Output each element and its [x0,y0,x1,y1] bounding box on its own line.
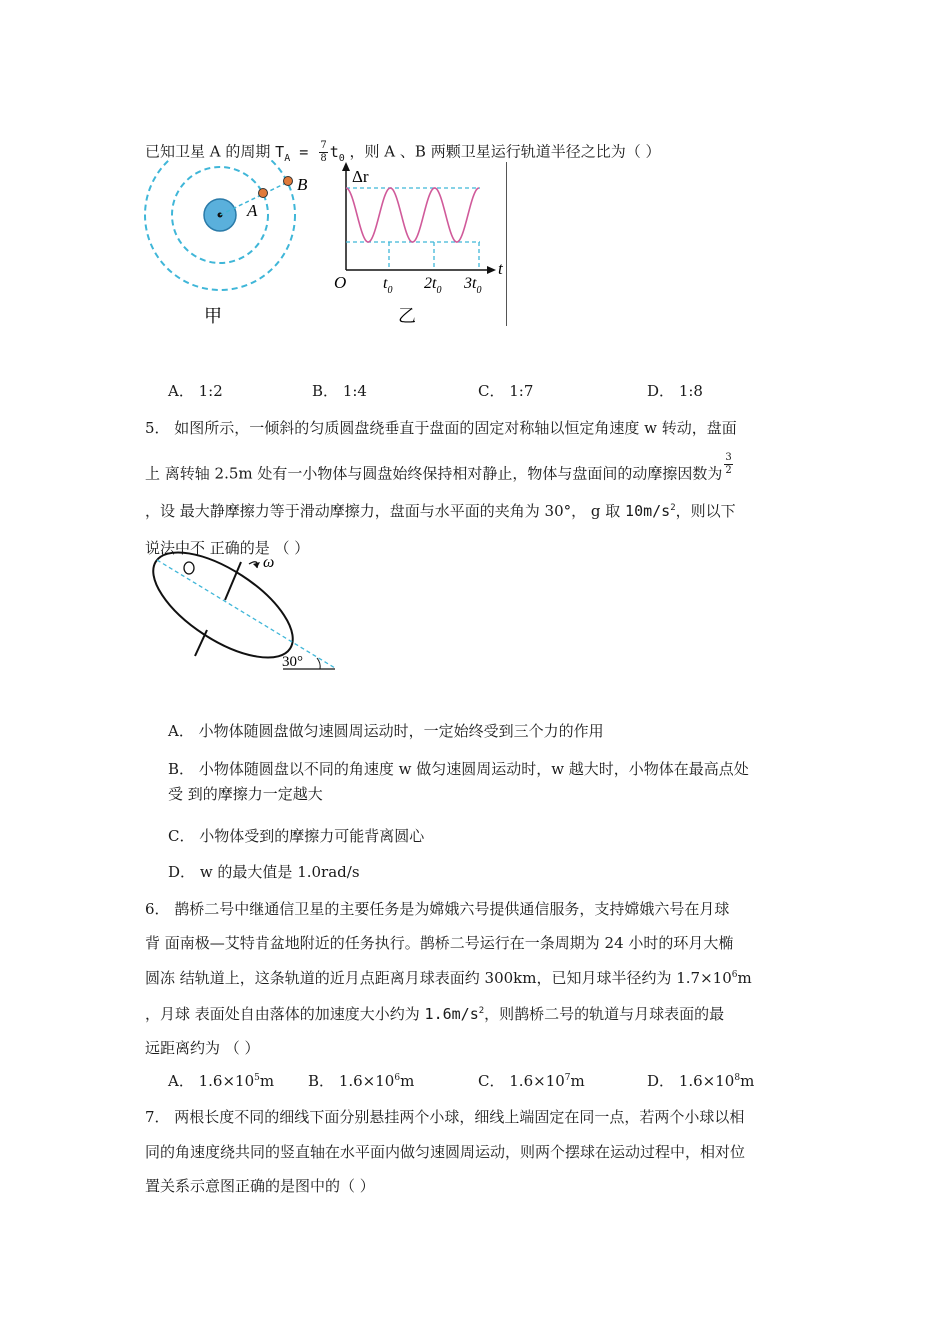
y-axis-arrow [342,162,350,171]
caption-yi: 乙 [398,306,416,327]
q4-option-c[interactable]: C． 1:7 [478,382,534,400]
q7-line-1: 7． 两根长度不同的细线下面分别悬挂两个小球，细线上端固定在同一点，若两个小球以相 [145,1108,745,1126]
q5-option-a[interactable]: A． 小物体随圆盘做匀速圆周运动时，一定始终受到三个力的作用 [168,722,604,740]
figure-divider [506,162,507,326]
q5-option-b-cont: 受 到的摩擦力一定越大 [168,785,323,803]
angle-arc [317,658,320,669]
label-2t0: $2t_0$ [424,275,442,296]
label-3t0: $3t_0$ [464,275,482,296]
figure-yi [330,160,520,330]
q4-stem-suffix: ，则 A 、B 两颗卫星运行轨道半径之比为（ ） [349,142,661,161]
satellite-b [284,177,293,186]
q4-fraction: $\frac{7}{8}$ [320,140,327,164]
disk-diameter [157,560,335,668]
q5-option-c[interactable]: C． 小物体受到的摩擦力可能背离圆心 [168,827,425,845]
x-axis-arrow [487,266,496,274]
satellite-a [259,189,268,198]
q5-fraction: $\frac{3}{2}$ [725,452,732,476]
q5-line-3: ，设 最大静摩擦力等于滑动摩擦力，盘面与水平面的夹角为 30°， g 取 $10m/s^2$，则以下 [145,502,736,520]
figure-jia [140,160,310,330]
label-a: A [247,201,258,220]
q5-option-d[interactable]: D． w 的最大值是 1.0rad/s [168,863,360,881]
label-angle: 30° [282,654,303,670]
q4-stem-prefix: 已知卫星 A 的周期 [145,142,271,161]
axis-bottom [195,630,207,656]
q4-option-a[interactable]: A． 1:2 [168,382,223,400]
label-b: B [297,175,308,194]
q6-line-3: 圆冻 结轨道上，这条轨道的近月点距离月球表面约 300km，已知月球半径约为 $1.7\times 10^6m$ [145,969,752,987]
label-omega: ω [263,554,275,571]
q6-line-1: 6． 鹊桥二号中继通信卫星的主要任务是为嫦娥六号提供通信服务，支持嫦娥六号在月球 [145,900,730,918]
q7-line-3: 置关系示意图正确的是图中的（ ） [145,1177,375,1195]
label-t: t [498,259,503,278]
q5-line-2: 上 离转轴 2.5m 处有一小物体与圆盘始终保持相对静止，物体与盘面间的动摩擦因数为 $\frac{3}{2}$ [145,452,732,483]
q6-line-4: ，月球 表面处自由落体的加速度大小约为 $1.6m/s^2$，则鹊桥二号的轨道与月球表面的最 [145,1005,725,1023]
label-delta-r: Δr [352,167,369,186]
label-origin: O [334,273,347,292]
figure-tilted-disk [145,550,345,675]
q4-formula-rhs: $t_0$ [329,142,345,164]
q5-option-b[interactable]: B． 小物体随圆盘以不同的角速度 w 做匀速圆周运动时，w 越大时，小物体在最高点处 [168,760,749,778]
q6-line-2: 背 面南极—艾特肯盆地附近的任务执行。鹊桥二号运行在一条周期为 24 小时的环月大椭 [145,934,734,952]
q5-line-4: 说法中不 正确的是 （ ） [145,539,310,557]
q6-option-b[interactable]: B． $1.6\times 10^6m$ [308,1072,415,1090]
label-t0: $t_0$ [383,275,393,296]
q5-line-1: 5． 如图所示，一倾斜的匀质圆盘绕垂直于盘面的固定对称轴以恒定角速度 w 转动，盘面 [145,419,737,437]
sine-curve [346,188,479,242]
q6-option-c[interactable]: C． $1.6\times 10^7m$ [478,1072,585,1090]
q6-option-d[interactable]: D． $1.6\times 10^8m$ [647,1072,755,1090]
q6-option-a[interactable]: A． $1.6\times 10^5m$ [168,1072,275,1090]
q4-formula: $T_A$ = [275,142,318,164]
q5-g-value: $10m/s^2$ [625,502,676,520]
caption-jia: 甲 [204,306,222,327]
q6-g-moon: $1.6m/s^2$ [424,1005,485,1023]
q4-option-d[interactable]: D． 1:8 [647,382,703,400]
small-object [184,562,194,574]
q4-option-b[interactable]: B． 1:4 [312,382,367,400]
q6-line-5: 远距离约为 （ ） [145,1039,260,1057]
q7-line-2: 同的角速度绕共同的竖直轴在水平面内做匀速圆周运动，则两个摆球在运动过程中，相对位 [145,1143,746,1161]
